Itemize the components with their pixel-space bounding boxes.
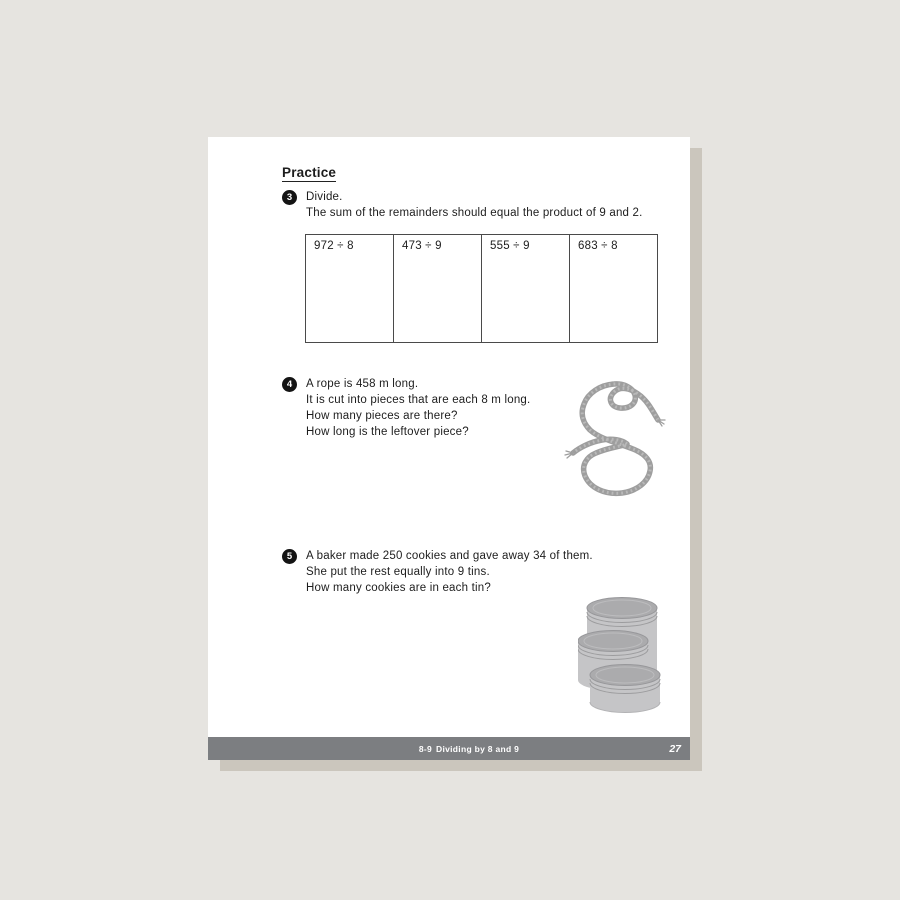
- problem-line: It is cut into pieces that are each 8 m long.: [306, 394, 531, 406]
- problem-5: [282, 548, 593, 596]
- problem-line: The sum of the remainders should equal the product of 9 and 2.: [306, 207, 643, 219]
- page-number: 27: [669, 742, 681, 755]
- rope-illustration: [560, 375, 675, 500]
- problem-number-badge: 5: [282, 549, 297, 564]
- problem-line: She put the rest equally into 9 tins.: [306, 566, 490, 578]
- tin-bottom: [590, 665, 660, 713]
- problem-3: [282, 189, 643, 221]
- division-table: [305, 234, 658, 343]
- division-cell: 972 ÷ 8: [306, 235, 394, 343]
- problem-3-text: [306, 189, 643, 221]
- problem-number-badge: 3: [282, 190, 297, 205]
- problem-line: A baker made 250 cookies and gave away 34 of them.: [306, 550, 593, 562]
- problem-5-text: [306, 548, 593, 596]
- section-title: Dividing by 8 and 9: [436, 743, 520, 754]
- division-cell: 683 ÷ 8: [570, 235, 658, 343]
- problem-4: [282, 376, 530, 440]
- division-cell: 555 ÷ 9: [482, 235, 570, 343]
- problem-line: How many pieces are there?: [306, 410, 458, 422]
- problem-line: A rope is 458 m long.: [306, 378, 419, 390]
- division-cell: 473 ÷ 9: [394, 235, 482, 343]
- section-number: 8-9: [418, 743, 433, 754]
- problem-line: How many cookies are in each tin?: [306, 582, 491, 594]
- cookie-tins-illustration: [578, 592, 678, 717]
- workbook-page: [208, 137, 690, 760]
- practice-heading: Practice: [282, 165, 337, 180]
- table-row: [306, 235, 658, 343]
- page-footer: [208, 737, 690, 760]
- problem-line: Divide.: [306, 191, 343, 203]
- footer-title: [419, 744, 519, 754]
- problem-4-text: [306, 376, 530, 440]
- problem-line: How long is the leftover piece?: [306, 426, 469, 438]
- problem-number-badge: 4: [282, 377, 297, 392]
- page-content: [208, 137, 690, 737]
